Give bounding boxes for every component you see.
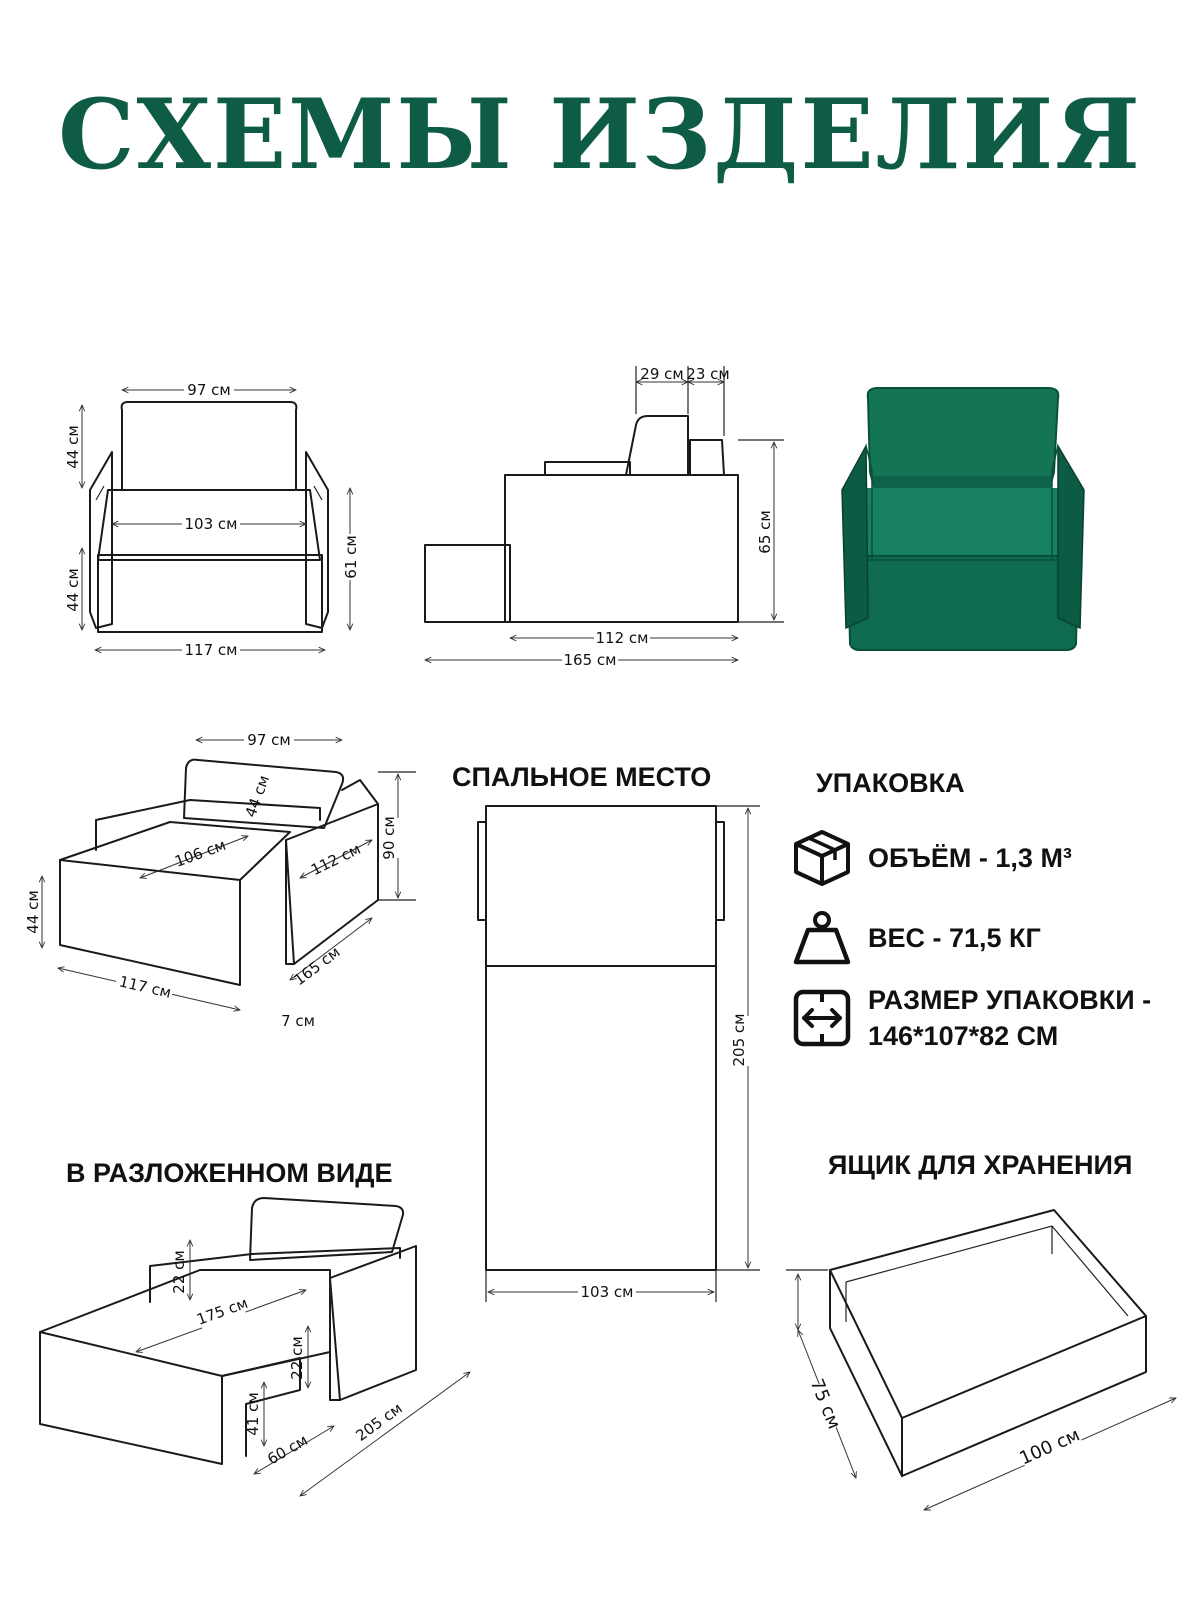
page-title: СХЕМЫ ИЗДЕЛИЯ — [58, 78, 1142, 191]
sleeping-place-drawing — [478, 806, 724, 1270]
dim-side-depth-open: 165 см — [563, 651, 617, 669]
dim-box-width: 100 см — [1016, 1424, 1084, 1470]
dim-front-height-total: 61 см — [342, 535, 360, 579]
dim-front-width-total: 117 см — [184, 641, 238, 659]
dim-unfolded-leg-gap: 22 см — [288, 1336, 306, 1380]
dim-unfolded-length: 175 см — [194, 1293, 251, 1329]
dim-side-height: 65 см — [756, 510, 774, 554]
dim-unfolded-back-height: 22 см — [170, 1250, 188, 1294]
storage-box-dimensions — [786, 1270, 1176, 1510]
sleeping-place-dimensions — [486, 806, 760, 1302]
dim-iso-seat-depth: 106 см — [172, 835, 229, 871]
dim-front-seat-width: 103 см — [184, 515, 238, 533]
packaging-weight: ВЕС - 71,5 КГ — [868, 923, 1041, 953]
dim-front-width-back: 97 см — [187, 381, 231, 399]
dim-iso-height-back: 44 см — [241, 772, 274, 820]
dim-iso-width: 117 см — [117, 972, 173, 1002]
dim-iso-seat-height: 44 см — [24, 890, 42, 934]
packaging-volume-row — [790, 826, 1072, 890]
side-view-drawing — [425, 416, 738, 622]
packaging-heading: УПАКОВКА — [816, 768, 965, 798]
packaging-size-line2: 146*107*82 СМ — [868, 1021, 1059, 1051]
dim-iso-height: 90 см — [380, 816, 398, 860]
dim-unfolded-leg-height: 41 см — [244, 1392, 262, 1436]
dim-box-depth: 75 см — [805, 1375, 845, 1433]
dim-iso-depth: 165 см — [290, 942, 344, 990]
dim-unfolded-leg-depth: 60 см — [264, 1431, 311, 1469]
armchair-illustration — [842, 388, 1084, 650]
package-size-icon — [790, 986, 854, 1050]
dim-bed-width: 103 см — [580, 1283, 634, 1301]
storage-box-drawing — [830, 1210, 1146, 1476]
dim-unfolded-total-length: 205 см — [352, 1399, 406, 1445]
dim-side-arm-depth: 23 см — [686, 365, 730, 383]
box-icon — [790, 826, 854, 890]
sleeping-place-heading: СПАЛЬНОЕ МЕСТО — [452, 762, 712, 792]
side-view-dimensions — [425, 365, 784, 670]
storage-box-heading: ЯЩИК ДЛЯ ХРАНЕНИЯ — [828, 1150, 1133, 1180]
packaging-size-line1: РАЗМЕР УПАКОВКИ - — [868, 985, 1152, 1015]
dim-bed-length: 205 см — [730, 1013, 748, 1067]
weight-icon — [790, 906, 854, 970]
dim-front-height-back: 44 см — [64, 425, 82, 469]
dim-iso-width-back: 97 см — [247, 731, 291, 749]
dim-front-height-seat: 44 см — [64, 568, 82, 612]
iso-view-dimensions — [24, 730, 416, 1030]
dim-side-back-depth: 29 см — [640, 365, 684, 383]
dim-side-depth: 112 см — [595, 629, 649, 647]
front-view-dimensions — [64, 380, 360, 660]
dim-iso-gap: 7 см — [281, 1012, 315, 1030]
packaging-volume: ОБЪЁМ - 1,3 М³ — [868, 843, 1072, 873]
unfolded-heading: В РАЗЛОЖЕННОМ ВИДЕ — [66, 1158, 393, 1188]
packaging-weight-row — [790, 906, 1041, 970]
dim-iso-arm-depth: 112 см — [308, 839, 364, 880]
packaging-size-row — [790, 986, 1151, 1054]
